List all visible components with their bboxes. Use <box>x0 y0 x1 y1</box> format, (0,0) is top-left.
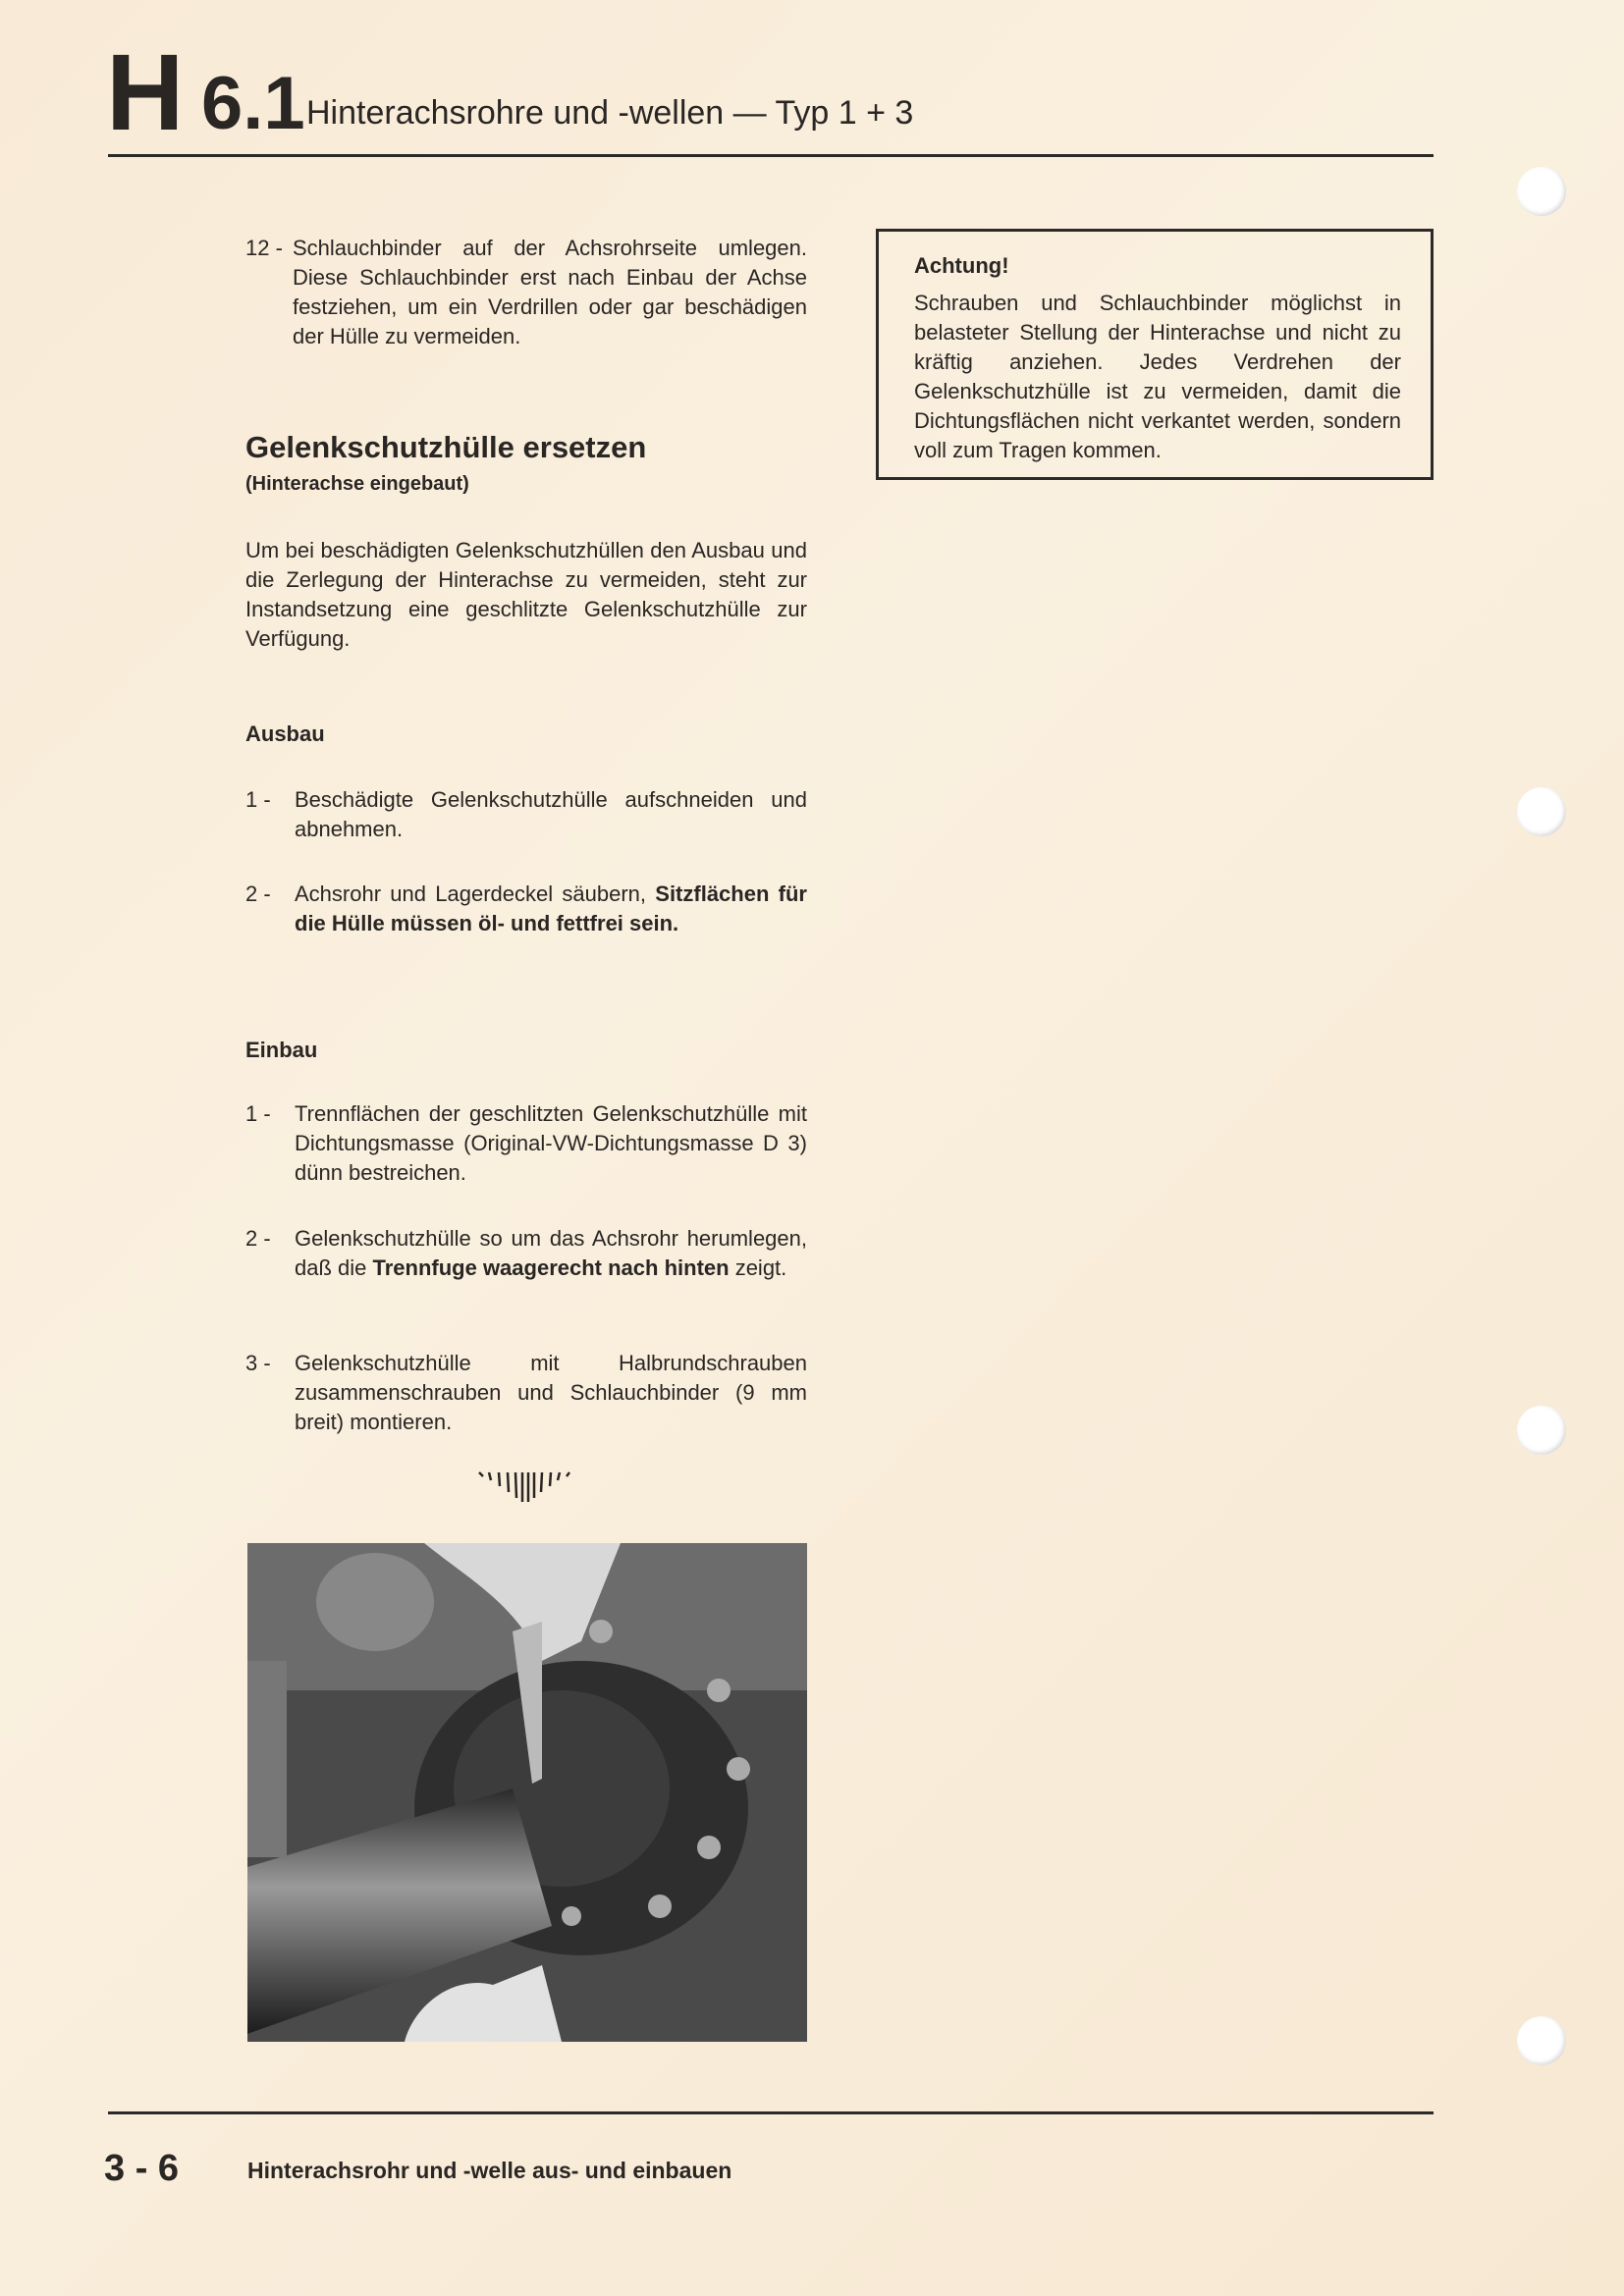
warning-box <box>876 229 1434 480</box>
step-text-plain: Gelenkschutzhülle so um das Achsrohr herumlegen, daß die <box>295 1226 807 1280</box>
footer-title: Hinterachsrohr und -welle aus- und einbauen <box>247 2158 732 2183</box>
step-number: 1 - <box>245 1101 271 1126</box>
continue-arrow-icon <box>471 1470 579 1506</box>
step-text-after: zeigt. <box>729 1255 787 1280</box>
page-number: 3 - 6 <box>104 2148 180 2189</box>
ausbau-step-2 <box>245 880 807 938</box>
step-text: Gelenkschutzhülle mit Halbrundschrauben zusammenschrauben und Schlauchbinder (9 mm breit) montieren. <box>295 1351 807 1434</box>
einbau-step-2 <box>245 1224 807 1283</box>
step-number: 2 - <box>245 881 271 906</box>
step-text <box>295 1224 807 1283</box>
step-text: Trennflächen der geschlitzten Gelenkschutzhülle mit Dichtungsmasse (Original-VW-Dichtungsmasse D 3) dünn bestreichen. <box>295 1101 807 1185</box>
step-text: Beschädigte Gelenkschutzhülle aufschneiden und abnehmen. <box>295 787 807 841</box>
einbau-heading: Einbau <box>245 1038 318 1062</box>
section-paragraph: Um bei beschädigten Gelenkschutzhüllen den Ausbau und die Zerlegung der Hinterachse zu vermeiden, steht zur Instandsetzung eine geschlitzte Gelenkschutzhülle zur Verfügung. <box>245 538 807 651</box>
step-text-plain: Achsrohr und Lagerdeckel säubern, <box>295 881 656 906</box>
einbau-step-1 <box>245 1099 807 1188</box>
step-number: 1 - <box>245 787 271 812</box>
ausbau-step-1 <box>245 785 807 844</box>
header-letter: H <box>106 32 183 153</box>
section-heading: Gelenkschutzhülle ersetzen <box>245 430 647 464</box>
binder-hole <box>1517 2016 1566 2065</box>
step-text-bold: Sitzflächen für die Hülle müssen öl- und fettfrei sein. <box>295 881 807 935</box>
binder-hole <box>1517 1406 1566 1455</box>
step-number: 2 - <box>245 1226 271 1251</box>
intro-step-12 <box>245 234 807 351</box>
axle-boot-photo <box>247 1543 807 2042</box>
header-title: Hinterachsrohre und -wellen — Typ 1 + 3 <box>306 94 914 132</box>
step-text <box>295 880 807 938</box>
warning-title: Achtung! <box>914 253 1009 278</box>
binder-hole <box>1517 787 1566 836</box>
header-rule <box>108 154 1434 157</box>
step-text: Schlauchbinder auf der Achsrohrseite umlegen. Diese Schlauchbinder erst nach Einbau der Achse festziehen, um ein Verdrillen oder gar beschädigen der Hülle zu vermeiden. <box>293 236 807 348</box>
section-subheading: (Hinterachse eingebaut) <box>245 473 469 495</box>
warning-text: Schrauben und Schlauchbinder möglichst in belasteter Stellung der Hinterachse und nicht zu kräftig anziehen. Jedes Verdrehen der Gelenkschutzhülle ist zu vermeiden, damit die Dichtungsflächen nicht verkantet werden, sondern voll zum Tragen kommen. <box>914 291 1401 462</box>
binder-hole <box>1517 167 1566 216</box>
ausbau-heading: Ausbau <box>245 721 325 746</box>
footer-rule <box>108 2111 1434 2114</box>
step-text-bold: Trennfuge waagerecht nach hinten <box>372 1255 730 1280</box>
step-number: 3 - <box>245 1351 271 1375</box>
einbau-step-3 <box>245 1349 807 1437</box>
header-section-number: 6.1 <box>201 62 305 145</box>
step-number: 12 - <box>245 236 283 260</box>
